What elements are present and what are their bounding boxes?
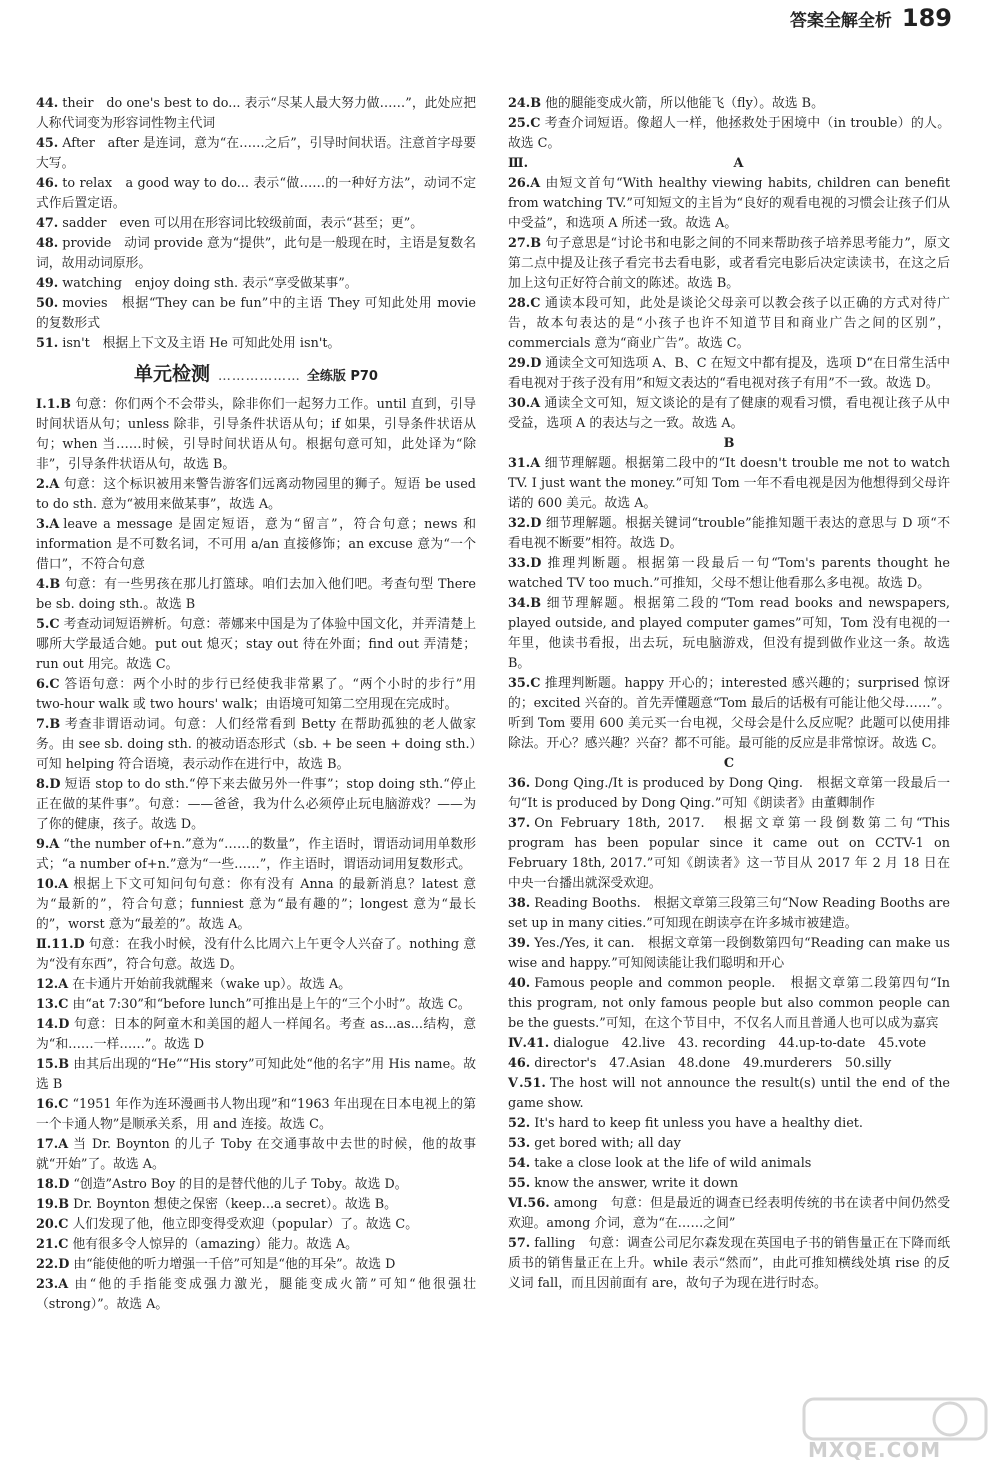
- answer-item: [36, 775, 476, 835]
- answer-item: [508, 554, 950, 594]
- answer-text: watching enjoy doing sth. 表示“享受做某事”。: [62, 276, 358, 291]
- answer-number: 33.D: [508, 556, 542, 571]
- answer-text: Famous people and common people. 根据文章第二段第四句“In this program, not only famous people but also common people can be the guests.”可知，在这个节目中，不仅名人而且普通人也可以成为嘉宾: [508, 976, 950, 1031]
- answer-text: 句意：日本的阿童木和美国的超人一样闻名。考查 as...as...结构，意为“和……一样……”。故选 D: [36, 1017, 476, 1052]
- answer-number: 12.A: [36, 977, 69, 992]
- answer-item: [508, 354, 950, 394]
- answer-number: 27.B: [508, 236, 542, 251]
- answer-text: 考查介词短语。像超人一样，他拯救处于困境中（in trouble）的人。故选 C。: [508, 116, 950, 151]
- answer-item: [36, 214, 476, 234]
- right-column: [508, 94, 950, 1294]
- answer-item: [508, 1114, 950, 1134]
- answer-item: [36, 1195, 476, 1215]
- page-number: 189: [901, 4, 952, 32]
- answer-item: [36, 975, 476, 995]
- answer-number: 37.: [508, 816, 531, 831]
- answer-text: 细节理解题。根据第二段中的“It doesn't trouble me not to watch TV. I just want the money.”可知 Tom 一年不看电视是因为他想得到父母许诺的 600 美元。故选 A。: [508, 456, 950, 511]
- answer-text: 由短文首句“With healthy viewing habits, children can benefit from watching TV.”可知短文的主旨为“良好的观看电视的习惯会让孩子们从中受益”，和选项 A 所述一致。故选 A。: [508, 176, 950, 231]
- answer-text: provide 动词 provide 意为“提供”，此句是一般现在时，主语是复数名词，故用动词原形。: [36, 236, 477, 271]
- answer-text: get bored with; all day: [534, 1136, 681, 1151]
- answer-number: Ⅴ.51.: [508, 1076, 546, 1091]
- answer-text: among 句意：但是最近的调查已经表明传统的书在读者中间仍然受欢迎。among 介词，意为“在……之间”: [508, 1196, 951, 1231]
- answer-number: 24.B: [508, 96, 542, 111]
- answer-item: [36, 1015, 476, 1055]
- reading-c-answers: [508, 774, 950, 1034]
- unit-test-answers: [36, 395, 476, 1315]
- answer-number: 6.C: [36, 677, 60, 692]
- answer-number: 48.: [36, 236, 59, 251]
- reading-b-answers: [508, 454, 950, 754]
- answer-item: [36, 875, 476, 935]
- answer-number: 4.B: [36, 577, 61, 592]
- answer-text: 考查动词短语辨析。句意：蒂娜来中国是为了体验中国文化，并弄清楚上哪所大学最适合她。put out 熄灭；stay out 待在外面；find out 弄清楚；run out 用完。故选 C。: [36, 617, 476, 672]
- answer-item: [36, 1275, 476, 1315]
- answer-item: [508, 294, 950, 354]
- answer-number: 29.D: [508, 356, 542, 371]
- sub-a-heading: A: [733, 156, 744, 171]
- answer-text: 推理判断题。happy 开心的；interested 感兴趣的；surprised 惊讶的；excited 兴奋的。首先弄懂题意“Tom 最后的话极有可能让他父母……”。听到 Tom 要用 600 美元买一台电视，父母会是什么反应呢？此题可以使用排除法。开心？感兴趣？兴奋？都不可能。最可能的反应是非常惊讶。故选 C。: [508, 676, 950, 751]
- answer-text: 句子意思是“讨论书和电影之间的不同来帮助孩子培养思考能力”，原文第二点中提及让孩子看完书去看电影，或者看完电影后决定读读书，在这之后加上这句正好符合前文的陈述。故选 B。: [508, 236, 950, 291]
- answer-number: Ⅱ.11.D: [36, 937, 85, 952]
- answer-number: 19.B: [36, 1197, 70, 1212]
- answer-text: “the number of+n.”意为“……的数量”，作主语时，谓语动词用单数形式；“a number of+n.”意为“一些……”，作主语时，谓语动词用复数形式。: [36, 837, 476, 872]
- unit-test-ref: 全练版 P70: [306, 369, 378, 384]
- answer-number: 57.: [508, 1236, 531, 1251]
- answer-item: [36, 515, 476, 575]
- section-4-answers: [508, 1034, 950, 1074]
- answer-number: 10.A: [36, 877, 69, 892]
- answer-number: 52.: [508, 1116, 531, 1131]
- answer-item: [36, 1235, 476, 1255]
- answer-text: 当 Dr. Boynton 的儿子 Toby 在交通事故中去世的时候，他的故事就“开始”了。故选 A。: [36, 1137, 476, 1172]
- answer-text: Dr. Boynton 想使之保密（keep...a secret）。故选 B。: [73, 1197, 397, 1212]
- answer-number: 23.A: [36, 1277, 69, 1292]
- answer-item: [36, 575, 476, 615]
- answer-number: 45.: [36, 136, 59, 151]
- answer-text: 通读全文可知，短文谈论的是有了健康的观看习惯，看电视让孩子从中受益，选项 A 的表达与之一致。故选 A。: [508, 396, 950, 431]
- answer-number: 2.A: [36, 477, 60, 492]
- answer-number: 28.C: [508, 296, 541, 311]
- answer-number: 15.B: [36, 1057, 70, 1072]
- answer-item: [36, 1095, 476, 1135]
- answer-number: 40.: [508, 976, 531, 991]
- answer-number: 17.A: [36, 1137, 69, 1152]
- answer-item: [36, 134, 476, 174]
- answer-item: [508, 1154, 950, 1174]
- answer-text: 句意：这个标识被用来警告游客们远离动物园里的狮子。短语 be used to do sth. 意为“被用来做某事”，故选 A。: [36, 477, 476, 512]
- answer-number: 39.: [508, 936, 531, 951]
- answer-item: [36, 234, 476, 274]
- answer-number: 50.: [36, 296, 59, 311]
- answer-item: [508, 814, 950, 894]
- answer-item: [36, 1055, 476, 1095]
- answer-item: [508, 514, 950, 554]
- section-6-answers: [508, 1194, 950, 1294]
- answer-item: [36, 935, 476, 975]
- answer-text: director's 47.Asian 48.done 49.murderers 50.silly: [534, 1056, 892, 1071]
- answer-number: 32.D: [508, 516, 542, 531]
- answer-item: [508, 94, 950, 114]
- answer-item: [36, 395, 476, 475]
- answer-text: know the answer, write it down: [534, 1176, 739, 1191]
- answer-number: 36.: [508, 776, 531, 791]
- answer-item: [36, 715, 476, 775]
- left-column: [36, 94, 476, 1315]
- answer-item: [508, 974, 950, 1034]
- answer-text: 由“能使他的听力增强一千倍”可知是“他的耳朵”。故选 D: [73, 1257, 396, 1272]
- answer-text: 细节理解题。根据第二段的“Tom read books and newspapers, played outside, and played computer games”可知，Tom 没有电视的一年里，他读书看报，出去玩，玩电脑游戏，但没有提到做作业这一条。故选 B。: [508, 596, 950, 671]
- answer-text: take a close look at the life of wild animals: [534, 1156, 812, 1171]
- answer-text: to relax a good way to do... 表示“做……的一种好方法”，动词不定式作后置定语。: [36, 176, 476, 211]
- answer-text: dialogue 42.live 43. recording 44.up-to-date 45.vote: [553, 1036, 927, 1051]
- answer-item: [508, 1074, 950, 1114]
- answer-text: 由其后出现的“He”“His story”可知此处“他的名字”用 His name。故选 B: [36, 1057, 476, 1092]
- answer-item: [508, 1134, 950, 1154]
- answer-text: 句意：在我小时候，没有什么比周六上午更令人兴奋了。nothing 意为“没有东西”，符合句意。故选 D。: [36, 937, 476, 972]
- answer-number: 16.C: [36, 1097, 69, 1112]
- answer-text: 他的腿能变成火箭，所以他能飞（fly）。故选 B。: [545, 96, 824, 111]
- unit-test-leader: ………………: [218, 369, 301, 384]
- answer-number: 14.D: [36, 1017, 70, 1032]
- sub-c-heading: C: [723, 756, 735, 771]
- answer-number: 9.A: [36, 837, 60, 852]
- answer-number: 26.A: [508, 176, 541, 191]
- answer-text: 短语 stop to do sth.“停下来去做另外一件事”；stop doing sth.“停止正在做的某件事”。句意：——爸爸，我为什么必须停止玩电脑游戏？——为了你的健康，孩子。故选 D。: [36, 777, 476, 832]
- answer-number: 46.: [508, 1056, 531, 1071]
- answer-item: [508, 774, 950, 814]
- answer-number: 7.B: [36, 717, 61, 732]
- answer-item: [508, 1034, 950, 1054]
- unit-test-title: 单元检测: [134, 363, 211, 385]
- answer-number: 20.C: [36, 1217, 69, 1232]
- answer-item: [508, 1234, 950, 1294]
- answer-number: 54.: [508, 1156, 531, 1171]
- answer-text: falling 句意：调查公司尼尔森发现在英国电子书的销售量正在下降而纸质书的销售量正在上升。while 表示“然而”，由此可推知横线处填 rise 的反义词 fall，而且因前面有 are，故句子为现在进行时态。: [508, 1236, 950, 1291]
- answer-item: [508, 174, 950, 234]
- answer-number: 35.C: [508, 676, 541, 691]
- answer-item: [36, 675, 476, 715]
- answer-number: 21.C: [36, 1237, 69, 1252]
- answer-text: 在卡通片开始前我就醒来（wake up）。故选 A。: [72, 977, 352, 992]
- answer-number: 49.: [36, 276, 59, 291]
- answer-number: 53.: [508, 1136, 531, 1151]
- answer-text: movies 根据“They can be fun”中的主语 They 可知此处用 movie 的复数形式: [36, 296, 476, 331]
- answer-item: [36, 174, 476, 214]
- answer-number: 38.: [508, 896, 531, 911]
- answer-number: 22.D: [36, 1257, 70, 1272]
- answer-number: Ⅰ.1.B: [36, 397, 71, 412]
- answer-text: their do one's best to do... 表示“尽某人最大努力做……”，此处应把人称代词变为形容词性物主代词: [36, 96, 476, 131]
- answer-item: [36, 94, 476, 134]
- reading-a-answers: [508, 174, 950, 434]
- answer-number: 18.D: [36, 1177, 70, 1192]
- answer-text: The host will not announce the result(s) until the end of the game show.: [508, 1076, 951, 1111]
- answer-item: [508, 894, 950, 934]
- answer-number: 46.: [36, 176, 59, 191]
- answer-text: 细节理解题。根据关键词“trouble”能推知题干表达的意思与 D 项“不看电视不断要”相符。故选 D。: [508, 516, 950, 551]
- answer-item: [508, 1054, 950, 1074]
- answer-text: Dong Qing./It is produced by Dong Qing. 根据文章第一段最后一句“It is produced by Dong Qing.”可知《朗读者》由董卿制作: [508, 776, 950, 811]
- answer-number: Ⅵ.56.: [508, 1196, 550, 1211]
- answer-item: [36, 1135, 476, 1175]
- answer-item: [508, 454, 950, 514]
- answer-text: 推理判断题。根据第一段最后一句“Tom's parents thought he watched TV too much.”可推知，父母不想让他看那么多电视。故选 D。: [508, 556, 950, 591]
- answer-item: [508, 674, 950, 754]
- answer-number: 3.A: [36, 517, 60, 532]
- answer-text: “创造”Astro Boy 的目的是替代他的儿子 Toby。故选 D。: [73, 1177, 408, 1192]
- unit-test-heading: [36, 364, 476, 387]
- answer-text: sadder even 可以用在形容词比较级前面，表示“甚至；更”。: [62, 216, 424, 231]
- answer-item: [36, 334, 476, 354]
- answer-text: Reading Booths. 根据文章第三段第三句“Now Reading Booths are set up in many cities.”可知现在朗读亭在许多城市被建造。: [508, 896, 950, 931]
- answers-24-25: [508, 94, 950, 154]
- answer-number: 8.D: [36, 777, 61, 792]
- answer-item: [36, 615, 476, 675]
- answer-number: 34.B: [508, 596, 542, 611]
- answer-number: 31.A: [508, 456, 541, 471]
- answer-number: 25.C: [508, 116, 541, 131]
- answer-item: [508, 234, 950, 294]
- answer-item: [508, 114, 950, 154]
- section-3-heading: [508, 154, 950, 174]
- answer-number: 55.: [508, 1176, 531, 1191]
- answer-number: 44.: [36, 96, 59, 111]
- answer-text: Yes./Yes, it can. 根据文章第一段倒数第四句“Reading can make us wise and happy.”可知阅读能让我们聪明和开心: [508, 936, 950, 971]
- answer-text: 他有很多令人惊异的（amazing）能力。故选 A。: [72, 1237, 358, 1252]
- answer-text: 根据上下文可知问句句意：你有没有 Anna 的最新消息？latest 意为“最新的”，符合句意；funniest 意为“最有趣的”；longest 意为“最长的”，worst 意为“最差的”。故选 A。: [36, 877, 476, 932]
- answer-text: 由“at 7:30”和“before lunch”可推出是上午的“三个小时”。故选 C。: [72, 997, 471, 1012]
- answer-number: 30.A: [508, 396, 541, 411]
- answer-text: 由“他的手指能变成强力激光，腿能变成火箭”可知“他很强壮（strong）”。故选 A。: [36, 1277, 476, 1312]
- answer-text: leave a message 是固定短语，意为“留言”，符合句意；news 和 information 是不可数名词，不可用 a/an 直接修饰；an excuse 意为“一个借口”，不符合句意: [36, 517, 476, 572]
- answer-item: [508, 1194, 950, 1234]
- answer-text: After after 是连词，意为“在……之后”，引导时间状语。注意首字母要大写。: [36, 136, 476, 171]
- watermark-text: MXQE.COM: [808, 1438, 942, 1462]
- answer-item: [36, 274, 476, 294]
- answer-text: 答语句意：两个小时的步行已经使我非常累了。“两个小时的步行”用 two-hour walk 或 two hours' walk；由语境可知第二空用现在完成时。: [36, 677, 476, 712]
- answer-text: 通读本段可知，此处是谈论父母亲可以教会孩子以正确的方式对待广告，故本句表达的是“小孩子也许不知道节目和商业广告之间的区别”，commercials 意为“商业广告”。故选 C。: [508, 296, 950, 351]
- answers-44-51: [36, 94, 476, 354]
- answer-item: [36, 1215, 476, 1235]
- answer-item: [36, 995, 476, 1015]
- answer-text: On February 18th, 2017. 根据文章第一段倒数第二句“This program has been popular since it came out on CCTV-1 on February 18th, 2017.”可知《朗读者》这一节目从 2017 年 2 月 18 日在中央一台播出就深受欢迎。: [508, 816, 950, 891]
- answer-item: [36, 1175, 476, 1195]
- answer-item: [36, 294, 476, 334]
- answer-number: 5.C: [36, 617, 60, 632]
- answer-text: It's hard to keep fit unless you have a healthy diet.: [534, 1116, 864, 1131]
- answer-item: [508, 1174, 950, 1194]
- answer-text: 句意：你们两个不会带头，除非你们一起努力工作。until 直到，引导时间状语从句；unless 除非，引导条件状语从句；if 如果，引导条件状语从句；when 当……时候，引导时间状语从句。根据句意可知，此处译为“除非”，引导条件状语从句，故选 B。: [36, 397, 476, 472]
- answer-text: isn't 根据上下文及主语 He 可知此处用 isn't。: [62, 336, 341, 351]
- answer-text: 人们发现了他，他立即变得受欢迎（popular）了。故选 C。: [72, 1217, 419, 1232]
- answer-text: “1951 年作为连环漫画书人物出现”和“1963 年出现在日本电视上的第一个卡通人物”是顺承关系，用 and 连接。故选 C。: [36, 1097, 476, 1132]
- sub-b-heading: B: [723, 436, 735, 451]
- answer-item: [36, 835, 476, 875]
- answer-item: [36, 1255, 476, 1275]
- section-5-answers: [508, 1074, 950, 1194]
- answer-item: [36, 475, 476, 515]
- answer-number: 47.: [36, 216, 59, 231]
- answer-number: 51.: [36, 336, 59, 351]
- answer-item: [508, 394, 950, 434]
- answer-item: [508, 934, 950, 974]
- section-title: 答案全解全析: [789, 11, 892, 31]
- answer-text: 考查非谓语动词。句意：人们经常看到 Betty 在帮助孤独的老人做家务。由 see sb. doing sth. 的被动语态形式（sb. + be seen + doing sth.）可知 helping 符合语境，表示动作在进行中，故选 B。: [36, 717, 476, 772]
- answer-text: 句意：有一些男孩在那儿打篮球。咱们去加入他们吧。考查句型 There be sb. doing sth.。故选 B: [36, 577, 476, 612]
- answer-number: 13.C: [36, 997, 69, 1012]
- section-3-roman: Ⅲ.: [508, 156, 529, 171]
- answer-number: Ⅳ.41.: [508, 1036, 550, 1051]
- answer-text: 通读全文可知选项 A、B、C 在短文中都有提及，选项 D“在日常生活中看电视对于孩子没有用”和短文表达的“看电视对孩子有用”不一致。故选 D。: [508, 356, 950, 391]
- answer-item: [508, 594, 950, 674]
- page-header: [790, 4, 952, 40]
